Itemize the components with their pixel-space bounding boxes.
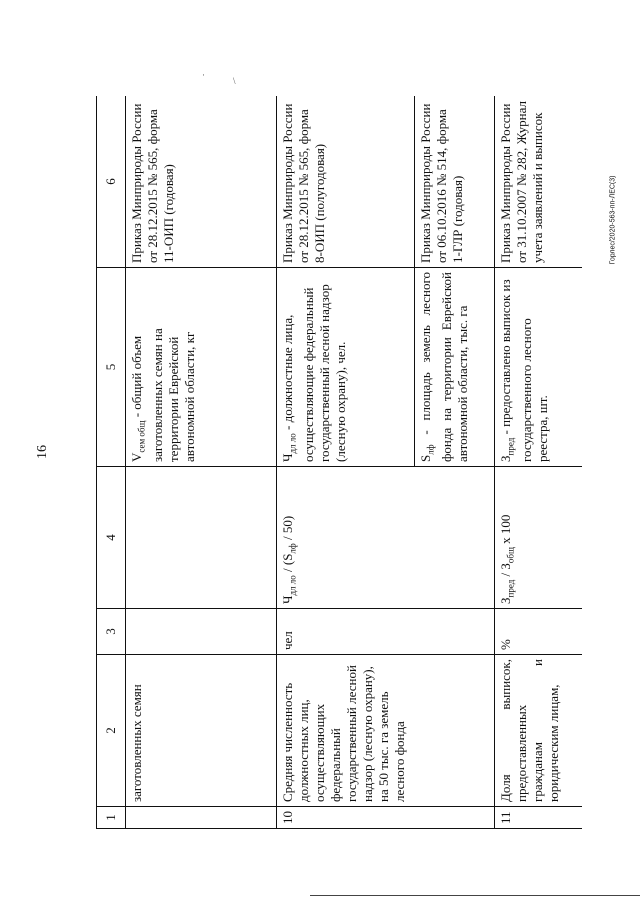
cell-num: 11 xyxy=(495,807,583,829)
table-row xyxy=(495,96,583,829)
cell-num xyxy=(126,807,277,829)
cell-source: Приказ Минприроды России от 06.10.2016 № 514, форма 1-ГЛР (годовая) xyxy=(415,96,495,268)
page-number: 16 xyxy=(35,445,50,459)
header-cell: 4 xyxy=(97,467,126,609)
cell-formula: $З_{пред} / З_{общ}$ х 100 xyxy=(495,467,583,609)
divider xyxy=(310,895,640,896)
document-code: Горлес/2020-563-пп-ЛЕС(3) xyxy=(609,175,617,265)
cell-source: Приказ Минприроды России от 31.10.2007 № 282, Журнал учета заявлений и выписок xyxy=(495,96,583,268)
table-row xyxy=(126,96,277,829)
cell-unit: чел xyxy=(277,609,495,655)
cell-indicator: Доля выписок, предоставленных гражданам и юридическим лицам, xyxy=(495,655,583,807)
cell-variables: $Ч_{дл ло}$ - должностные лица, осуществляющие федеральный государственный лесной надзор (лесную охрану), чел. xyxy=(277,268,415,467)
cell-formula xyxy=(126,467,277,609)
header-cell: 5 xyxy=(97,268,126,467)
cell-unit: % xyxy=(495,609,583,655)
cell-indicator: заготовленных семян xyxy=(126,655,277,807)
scan-mark: · xyxy=(202,70,205,80)
table-row xyxy=(277,96,415,829)
table-header-row xyxy=(97,96,126,829)
cell-variables: $S_{лф}$ - площадь земель лесного фонда на территории Еврейской автономной области, тыс. га xyxy=(415,268,495,467)
header-cell: 1 xyxy=(97,807,126,829)
header-cell: 2 xyxy=(97,655,126,807)
table-frame xyxy=(96,96,582,829)
header-cell: 6 xyxy=(97,96,126,268)
scan-mark: \ xyxy=(233,76,236,86)
cell-num: 10 xyxy=(277,807,495,829)
cell-source: Приказ Минприроды России от 28.12.2015 № 565, форма 11-ОИП (годовая) xyxy=(126,96,277,268)
cell-variables: $V_{сем общ}$ - общий объем заготовленных семян на территории Еврейской автономной области, кг xyxy=(126,268,277,467)
header-cell: 3 xyxy=(97,609,126,655)
cell-unit xyxy=(126,609,277,655)
cell-variables: $З_{пред}$ - предоставлено выписок из государственного лесного реестра, шт. xyxy=(495,268,583,467)
cell-formula: $Ч_{дл ло} / (S_{лф} / 50)$ xyxy=(277,467,495,609)
cell-source: Приказ Минприроды России от 28.12.2015 № 565, форма 8-ОИП (полугодовая) xyxy=(277,96,415,268)
indicators-table xyxy=(96,96,582,829)
cell-indicator: Средняя численность должностных лиц, осуществляющих федеральный государственный лесной надзор (лесную охрану), на 50 тыс. га земель лесного фонда xyxy=(277,655,495,807)
